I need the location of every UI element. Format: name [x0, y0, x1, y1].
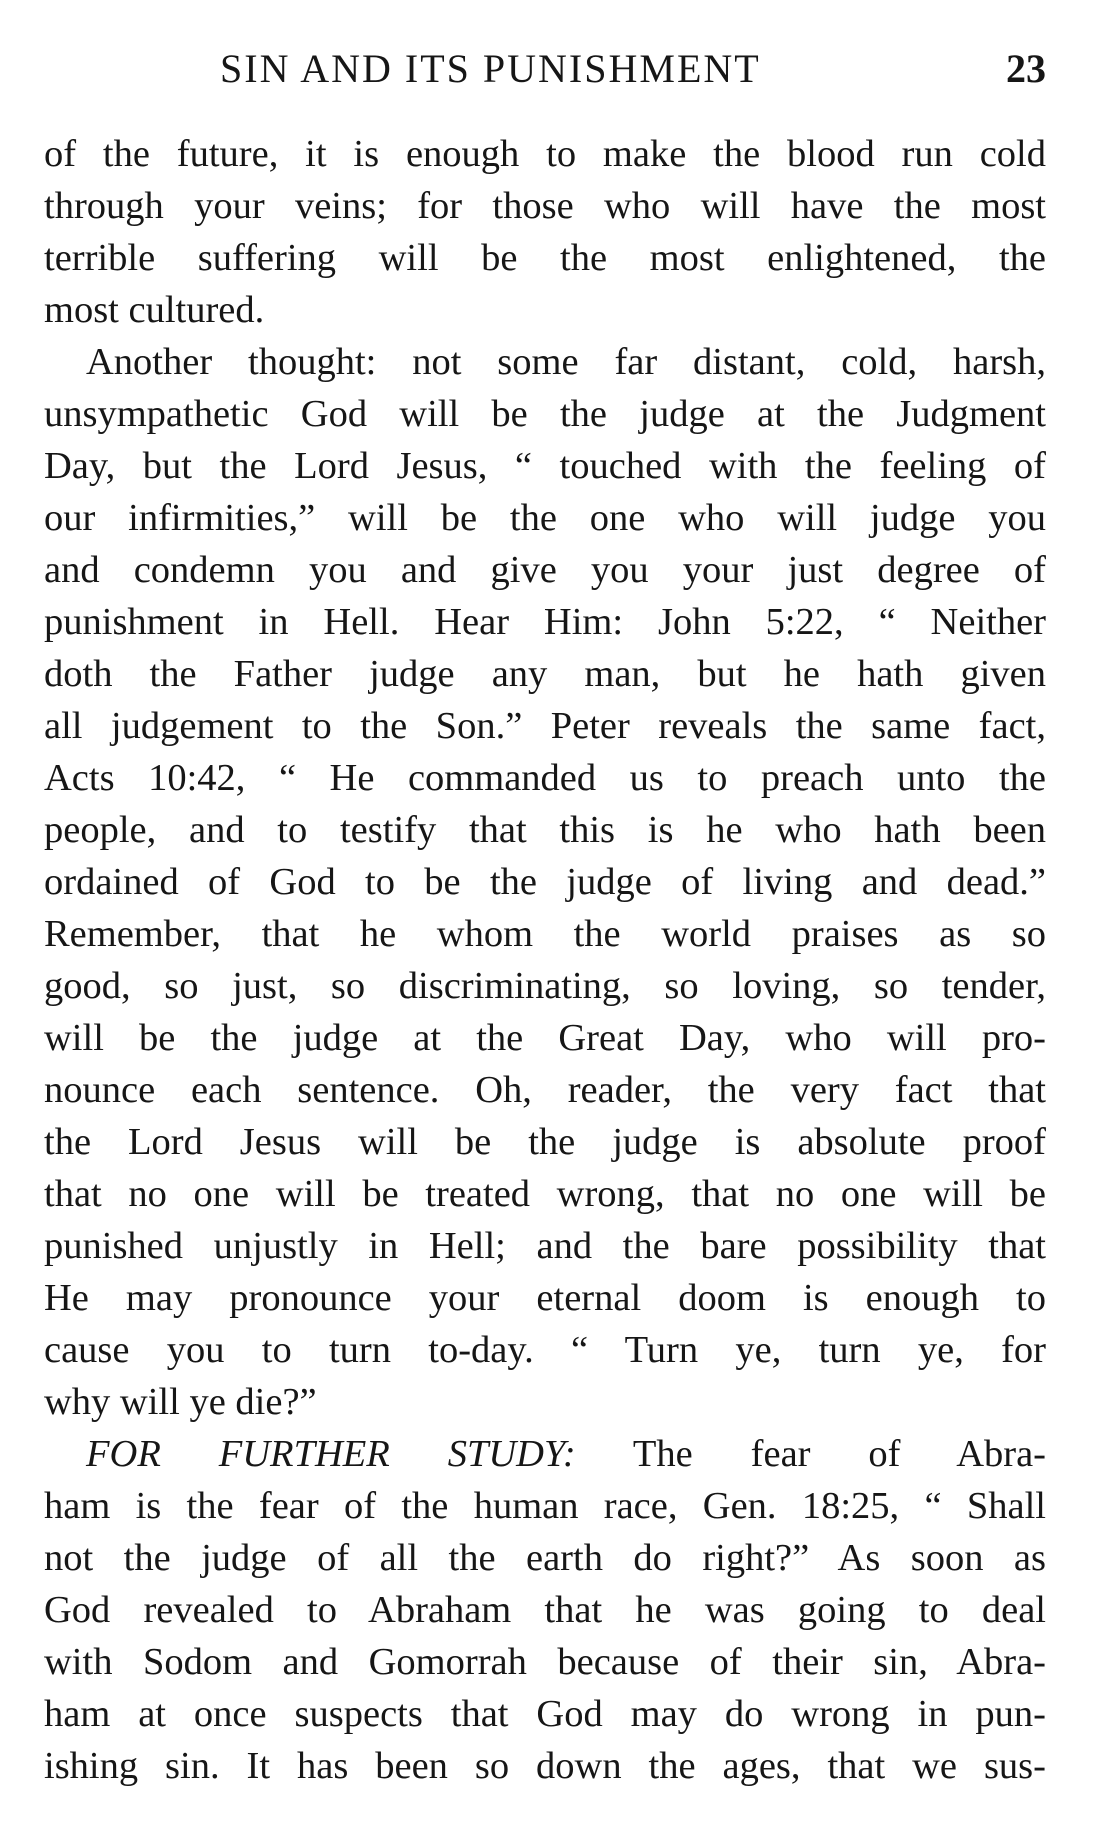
text-line: that no one will be treated wrong, that no one will be [44, 1173, 1046, 1215]
text-line: doth the Father judge any man, but he hath given [44, 653, 1046, 695]
text-line: ham is the fear of the human race, Gen. 18:25, “ Shall [44, 1485, 1046, 1527]
text-line: of the future, it is enough to make the blood run cold [44, 133, 1046, 175]
page-number: 23 [1006, 46, 1046, 91]
text-line: unsympathetic God will be the judge at the Judgment [44, 393, 1046, 435]
text-line: and condemn you and give you your just degree of [44, 549, 1046, 591]
text-line: punished unjustly in Hell; and the bare possibility that [44, 1225, 1046, 1267]
paragraph [44, 336, 1046, 1428]
text-line: all judgement to the Son.” Peter reveals the same fact, [44, 705, 1046, 747]
text-line: most cultured. [44, 289, 265, 331]
text-run: The fear of Abra- [575, 1433, 1046, 1475]
paragraph [44, 128, 1046, 336]
text-line: ishing sin. It has been so down the ages, that we sus- [44, 1745, 1046, 1787]
text-line: ordained of God to be the judge of living and dead.” [44, 861, 1046, 903]
text-line: Remember, that he whom the world praises as so [44, 913, 1046, 955]
text-line: the Lord Jesus will be the judge is absolute proof [44, 1121, 1046, 1163]
text-line: cause you to turn to-day. “ Turn ye, turn ye, for [44, 1329, 1046, 1371]
text-line: Another thought: not some far distant, cold, harsh, [86, 341, 1046, 383]
text-line: nounce each sentence. Oh, reader, the very fact that [44, 1069, 1046, 1111]
text-line: people, and to testify that this is he who hath been [44, 809, 1046, 851]
text-line: terrible suffering will be the most enlightened, the [44, 237, 1046, 279]
body-text [44, 128, 1046, 1792]
text-line [44, 1428, 1046, 1480]
text-line: God revealed to Abraham that he was going to deal [44, 1589, 1046, 1631]
text-line: He may pronounce your eternal doom is enough to [44, 1277, 1046, 1319]
text-line: through your veins; for those who will have the most [44, 185, 1046, 227]
text-line: why will ye die?” [44, 1381, 317, 1423]
text-line: Acts 10:42, “ He commanded us to preach unto the [44, 757, 1046, 799]
text-line: with Sodom and Gomorrah because of their sin, Abra- [44, 1641, 1046, 1683]
running-head [44, 44, 1046, 94]
further-study-heading: FOR FURTHER STUDY: [86, 1433, 576, 1475]
text-line: our infirmities,” will be the one who will judge you [44, 497, 1046, 539]
text-line: punishment in Hell. Hear Him: John 5:22, “ Neither [44, 601, 1046, 643]
text-line: good, so just, so discriminating, so loving, so tender, [44, 965, 1046, 1007]
text-line: not the judge of all the earth do right?” As soon as [44, 1537, 1046, 1579]
running-title: SIN AND ITS PUNISHMENT [220, 46, 761, 91]
text-line: ham at once suspects that God may do wrong in pun- [44, 1693, 1046, 1735]
paragraph [44, 1428, 1046, 1792]
text-line: will be the judge at the Great Day, who will pro- [44, 1017, 1046, 1059]
text-line: Day, but the Lord Jesus, “ touched with the feeling of [44, 445, 1046, 487]
